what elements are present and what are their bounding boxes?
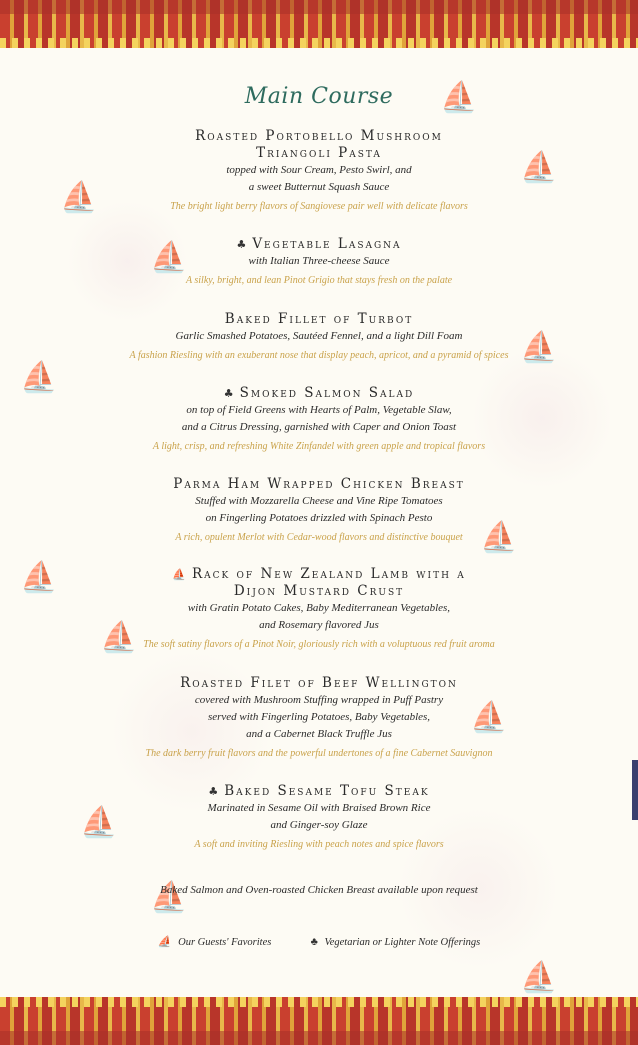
ship-decoration-icon: ⛵: [20, 360, 58, 395]
dish-name: [0, 145, 638, 162]
wine-pairing: A rich, opulent Merlot with Cedar-wood flavors and distinctive bouquet: [175, 532, 463, 543]
dish-name: [0, 476, 638, 493]
menu-item: [0, 675, 638, 763]
menu-item: [0, 783, 638, 854]
menu-item: [0, 476, 638, 547]
ship-decoration-icon: ⛵: [520, 960, 558, 995]
dish-name-text: Dijon Mustard Crust: [233, 583, 405, 599]
wine-pairing: The dark berry fruit flavors and the powerful undertones of a fine Cabernet Sauvignon: [145, 748, 493, 759]
dish-name-text: Roasted Portobello Mushroom: [195, 128, 443, 144]
dish-description: and a Citrus Dressing, garnished with Caper and Onion Toast: [181, 421, 457, 433]
dish-description: served with Fingerling Potatoes, Baby Vegetables,: [207, 711, 431, 723]
ship-decoration-icon: ⛵: [150, 880, 188, 915]
dish-name: [0, 675, 638, 692]
dish-name: [0, 783, 638, 800]
dish-name: [0, 311, 638, 328]
mickey-icon: ♣: [310, 936, 318, 948]
dish-description: on top of Field Greens with Hearts of Palm, Vegetable Slaw,: [186, 404, 452, 416]
dish-name-text: Baked Fillet of Turbot: [224, 311, 414, 327]
menu-item: [0, 311, 638, 365]
legend: [0, 935, 638, 948]
dish-name-text: Vegetable Lasagna: [252, 236, 402, 252]
dish-name-text: Baked Sesame Tofu Steak: [224, 783, 430, 799]
ship-decoration-icon: ⛵: [100, 620, 138, 655]
ship-decoration-icon: ⛵: [470, 700, 508, 735]
mickey-icon: ♣: [208, 785, 221, 798]
wine-pairing: The soft satiny flavors of a Pinot Noir, gloriously rich with a voluptuous red fruit aroma: [143, 639, 495, 650]
dish-description: and a Cabernet Black Truffle Jus: [246, 728, 392, 740]
dish-name-text: Rack of New Zealand Lamb with a: [191, 566, 466, 582]
dish-name-text: Smoked Salmon Salad: [239, 385, 415, 401]
menu-item: [0, 236, 638, 290]
dish-name-text: Parma Ham Wrapped Chicken Breast: [173, 476, 465, 492]
wine-pairing: A silky, bright, and lean Pinot Grigio that stays fresh on the palate: [185, 275, 453, 286]
ship-icon: ⛵: [157, 936, 172, 948]
bottom-border: [0, 997, 638, 1045]
menu-item: [0, 385, 638, 456]
wine-pairing: The bright light berry flavors of Sangiovese pair well with delicate flavors: [170, 201, 468, 212]
menu-item: [0, 566, 638, 654]
ship-decoration-icon: ⛵: [80, 805, 118, 840]
wine-pairing: A soft and inviting Riesling with peach notes and spice flavors: [194, 839, 444, 850]
ship-decoration-icon: ⛵: [480, 520, 518, 555]
mickey-icon: ♣: [223, 387, 236, 400]
dish-description: covered with Mushroom Stuffing wrapped in Puff Pastry: [194, 694, 444, 706]
ship-icon: ⛵: [172, 568, 188, 581]
legend-favorites: Our Guests' Favorites: [178, 937, 272, 948]
dish-description: and Ginger-soy Glaze: [270, 819, 368, 831]
dish-description: Stuffed with Mozzarella Cheese and Vine Ripe Tomatoes: [195, 495, 443, 507]
dish-description: on Fingerling Potatoes drizzled with Spinach Pesto: [205, 512, 433, 524]
menu-item: [0, 128, 638, 216]
dish-description: a sweet Butternut Squash Sauce: [248, 181, 390, 193]
dish-name: [0, 236, 638, 253]
legend-vegetarian: Vegetarian or Lighter Note Offerings: [324, 937, 481, 948]
ship-decoration-icon: ⛵: [440, 80, 478, 115]
dish-name: [0, 583, 638, 600]
page-title: Main Course: [244, 84, 394, 109]
dish-name: [0, 385, 638, 402]
ship-decoration-icon: ⛵: [20, 560, 58, 595]
wine-pairing: A light, crisp, and refreshing White Zinfandel with green apple and tropical flavors: [152, 441, 486, 452]
request-note: Baked Salmon and Oven-roasted Chicken Breast available upon request: [160, 884, 478, 896]
top-border: [0, 0, 638, 48]
dish-description: with Gratin Potato Cakes, Baby Mediterranean Vegetables,: [187, 602, 451, 614]
dish-name: [0, 128, 638, 145]
ship-decoration-icon: ⛵: [520, 150, 558, 185]
dish-description: with Italian Three-cheese Sauce: [248, 255, 390, 267]
dish-description: topped with Sour Cream, Pesto Swirl, and: [226, 164, 412, 176]
dish-description: and Rosemary flavored Jus: [259, 619, 379, 631]
ship-decoration-icon: ⛵: [150, 240, 188, 275]
dish-name-text: Triangoli Pasta: [256, 145, 382, 161]
dish-name: [0, 566, 638, 583]
wine-pairing: A fashion Riesling with an exuberant nose that display peach, apricot, and a pyramid of spices: [129, 350, 509, 361]
ship-decoration-icon: ⛵: [60, 180, 98, 215]
ship-decoration-icon: ⛵: [520, 330, 558, 365]
mickey-icon: ♣: [236, 238, 249, 251]
dish-name-text: Roasted Filet of Beef Wellington: [180, 675, 458, 691]
dish-description: Garlic Smashed Potatoes, Sautéed Fennel, and a light Dill Foam: [175, 330, 463, 342]
dish-description: Marinated in Sesame Oil with Braised Brown Rice: [207, 802, 431, 814]
